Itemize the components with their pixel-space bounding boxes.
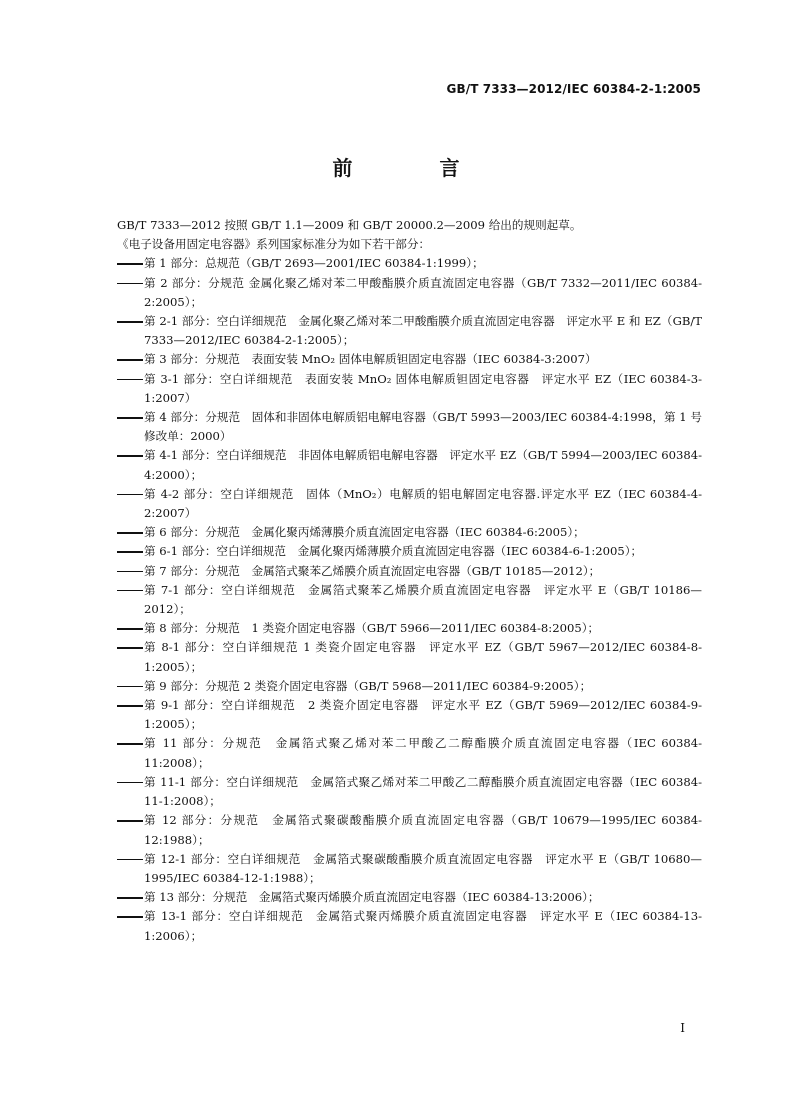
em-dash-marker [117, 897, 143, 899]
list-item-text: 第 6 部分：分规范 金属化聚丙烯薄膜介质直流固定电容器（IEC 60384-6:2005）； [144, 525, 585, 540]
list-item-text: 第 3-1 部分：空白详细规范 表面安装 MnO₂ 固体电解质钽固定电容器 评定水平 EZ（IEC 60384-3-1:2007） [144, 371, 702, 405]
list-item-text: 第 9-1 部分：空白详细规范 2 类瓷介固定电容器 评定水平 EZ（GB/T 5969—2012/IEC 60384-9-1:2005）； [144, 698, 702, 732]
em-dash-marker [117, 379, 143, 381]
em-dash-marker [117, 494, 143, 496]
list-item-text: 第 12 部分：分规范 金属箔式聚碳酸酯膜介质直流固定电容器（GB/T 10679—1995/IEC 60384-12:1988）； [144, 813, 702, 847]
intro-series-overview: 《电子设备用固定电容器》系列国家标准分为如下若干部分： [117, 237, 431, 252]
em-dash-marker [117, 321, 143, 323]
list-item [117, 773, 702, 811]
list-item-text: 第 7-1 部分：空白详细规范 金属箔式聚苯乙烯膜介质直流固定电容器 评定水平 E（GB/T 10186—2012）； [144, 582, 702, 617]
list-item [117, 811, 702, 849]
list-item-text: 第 8 部分：分规范 1 类瓷介固定电容器（GB/T 5966—2011/IEC 60384-8:2005）； [144, 621, 600, 636]
list-item-text: 第 11 部分：分规范 金属箔式聚乙烯对苯二甲酸乙二醇酯膜介质直流固定电容器（IEC 60384-11:2008）； [144, 736, 702, 770]
list-item [117, 619, 702, 638]
list-item [117, 696, 702, 734]
em-dash-marker [117, 532, 143, 534]
em-dash-marker [117, 686, 143, 688]
list-item-text: 第 7 部分：分规范 金属箔式聚苯乙烯膜介质直流固定电容器（GB/T 10185—2012）； [144, 563, 601, 578]
list-item-text: 第 12-1 部分：空白详细规范 金属箔式聚碳酸酯膜介质直流固定电容器 评定水平 E（GB/T 10680—1995/IEC 60384-12-1:1988）； [144, 851, 702, 885]
list-item [117, 888, 702, 907]
list-item-text: 第 2 部分：分规范 金属化聚乙烯对苯二甲酸酯膜介质直流固定电容器（GB/T 7332—2011/IEC 60384-2:2005）； [144, 275, 702, 309]
list-item [117, 907, 702, 945]
page-number: I [680, 1021, 685, 1035]
list-item [117, 312, 702, 350]
em-dash-marker [117, 743, 143, 745]
list-item-text: 第 1 部分：总规范（GB/T 2693—2001/IEC 60384-1:1999）； [144, 256, 484, 271]
em-dash-marker [117, 859, 143, 861]
foreword-body [117, 216, 702, 946]
list-item [117, 850, 702, 888]
em-dash-marker [117, 590, 143, 592]
em-dash-marker [117, 263, 143, 265]
em-dash-marker [117, 782, 143, 784]
list-item [117, 677, 702, 696]
list-item-text: 第 6-1 部分：空白详细规范 金属化聚丙烯薄膜介质直流固定电容器（IEC 60384-6-1:2005）； [144, 544, 643, 559]
em-dash-marker [117, 916, 143, 918]
page-title: 前 言 [332, 156, 500, 180]
em-dash-marker [117, 571, 143, 573]
intro-drafting-rules: GB/T 7333—2012 按照 GB/T 1.1—2009 和 GB/T 20000.2—2009 给出的规则起草。 [117, 218, 582, 232]
list-item [117, 734, 702, 772]
list-item [117, 350, 702, 369]
list-item-text: 第 13 部分：分规范 金属箔式聚丙烯膜介质直流固定电容器（IEC 60384-13:2006）； [144, 890, 600, 905]
list-item-text: 第 4-1 部分：空白详细规范 非固体电解质铝电解电容器 评定水平 EZ（GB/T 5994—2003/IEC 60384-4:2000）； [144, 448, 702, 482]
em-dash-marker [117, 820, 143, 822]
list-item-text: 第 9 部分：分规范 2 类瓷介固定电容器（GB/T 5968—2011/IEC 60384-9:2005）； [144, 678, 592, 693]
list-item [117, 446, 702, 484]
standard-code: GB/T 7333—2012/IEC 60384-2-1:2005 [446, 82, 701, 96]
list-item [117, 274, 702, 312]
em-dash-marker [117, 359, 143, 361]
list-item-text: 第 4 部分：分规范 固体和非固体电解质铝电解电容器（GB/T 5993—2003/IEC 60384-4:1998，第 1 号修改单：2000） [144, 410, 702, 444]
em-dash-marker [117, 283, 143, 285]
list-item [117, 562, 702, 581]
list-item [117, 370, 702, 408]
em-dash-marker [117, 551, 143, 553]
em-dash-marker [117, 705, 143, 707]
parts-list [117, 254, 702, 945]
list-item-text: 第 4-2 部分：空白详细规范 固体（MnO₂）电解质的铝电解固定电容器.评定水平 EZ（IEC 60384-4-2:2007） [144, 486, 702, 521]
list-item-text: 第 3 部分：分规范 表面安装 MnO₂ 固体电解质钽固定电容器（IEC 60384-3:2007） [144, 352, 597, 367]
list-item [117, 254, 702, 273]
list-item-text: 第 11-1 部分：空白详细规范 金属箔式聚乙烯对苯二甲酸乙二醇酯膜介质直流固定电容器（IEC 60384-11-1:2008）； [144, 774, 702, 809]
em-dash-marker [117, 647, 143, 649]
list-item [117, 485, 702, 523]
list-item [117, 638, 702, 676]
list-item-text: 第 13-1 部分：空白详细规范 金属箔式聚丙烯膜介质直流固定电容器 评定水平 E（IEC 60384-13-1:2006）； [144, 909, 702, 943]
em-dash-marker [117, 628, 143, 630]
em-dash-marker [117, 455, 143, 457]
list-item-text: 第 2-1 部分：空白详细规范 金属化聚乙烯对苯二甲酸酯膜介质直流固定电容器 评定水平 E 和 EZ（GB/T 7333—2012/IEC 60384-2-1:2005）； [144, 314, 702, 348]
list-item [117, 542, 702, 561]
em-dash-marker [117, 417, 143, 419]
list-item [117, 408, 702, 446]
list-item [117, 581, 702, 619]
list-item-text: 第 8-1 部分：空白详细规范 1 类瓷介固定电容器 评定水平 EZ（GB/T 5967—2012/IEC 60384-8-1:2005）； [144, 640, 702, 674]
list-item [117, 523, 702, 542]
